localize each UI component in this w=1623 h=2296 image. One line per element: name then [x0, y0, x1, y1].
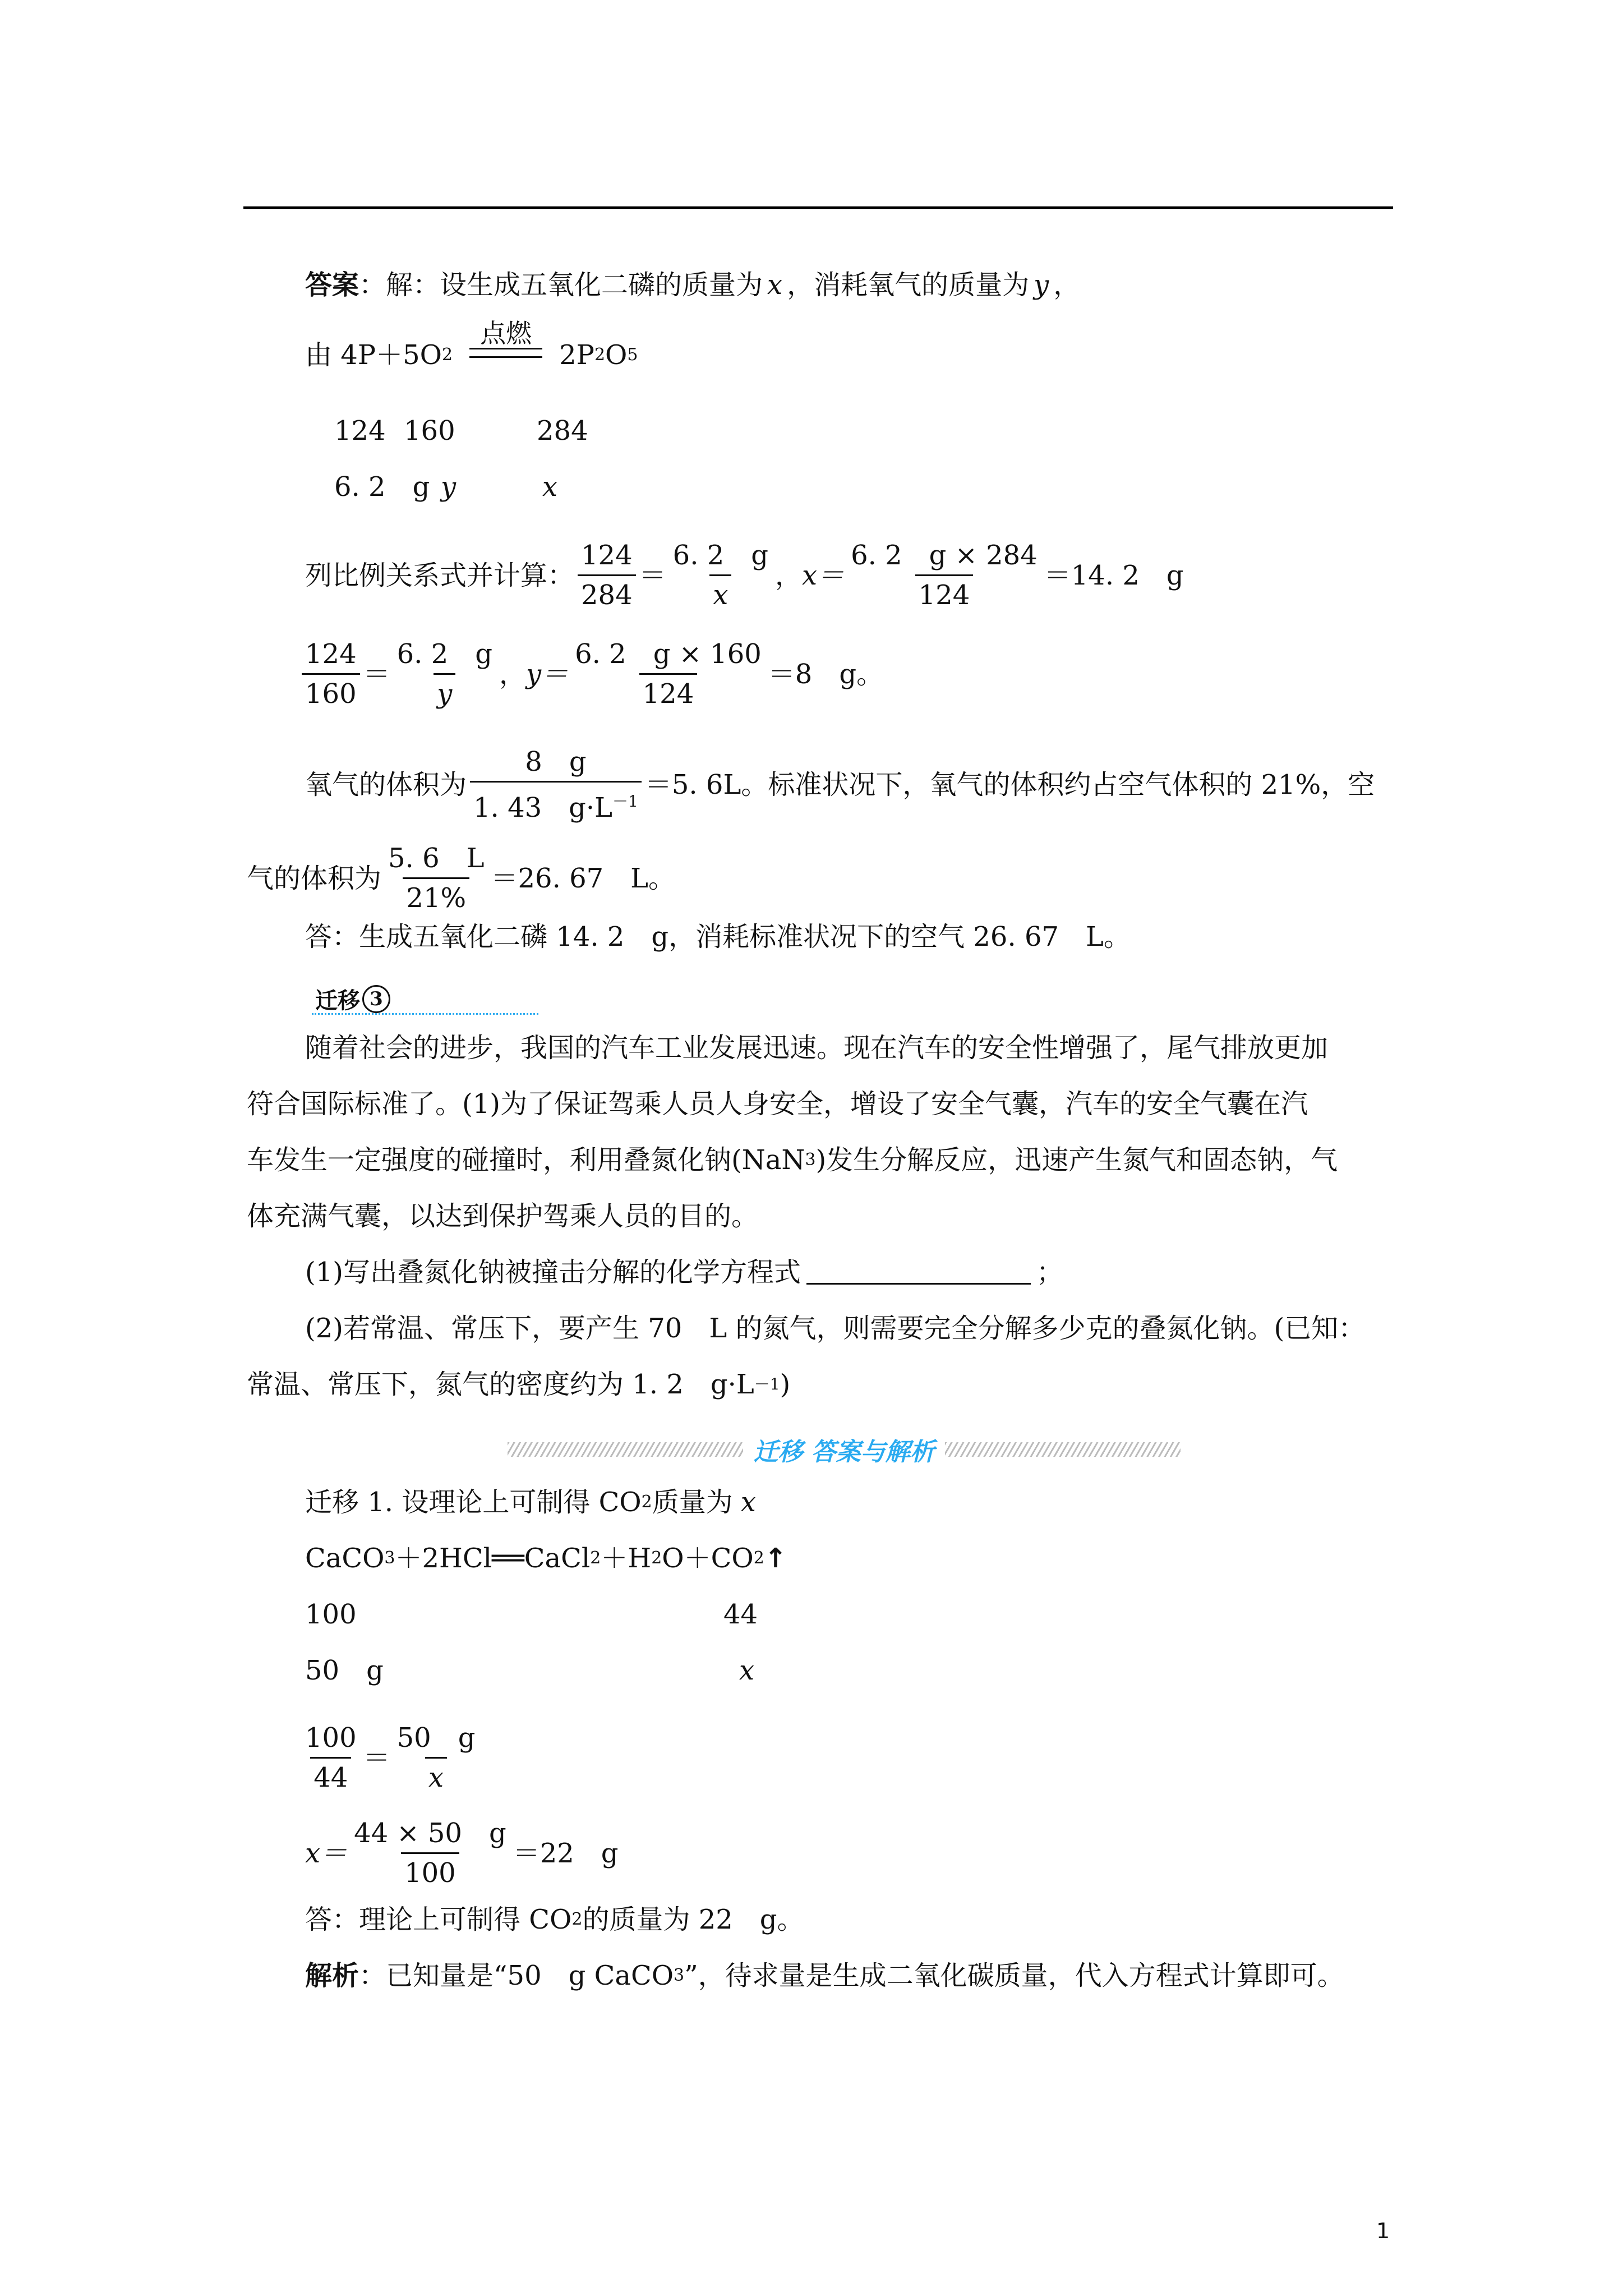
fraction: $\frac{6. 2 g \times 160}{124}$	[575, 638, 762, 710]
proportion-y: $\frac{124}{160}$ ＝ $\frac{6. 2 g}{y}$ ， y＝ $\frac{6. 2 g \times 160}{124}$ ＝8 g。	[298, 638, 883, 710]
calcium-carbonate-equation: CaCO 3 ＋2HCl══CaCl 2 ＋H 2 O＋CO 2 ↑	[305, 1543, 787, 1574]
solution-1-answer: 答：理论上可制得 CO 2 的质量为 22 g。	[305, 1904, 804, 1935]
proportion-x: 列比例关系式并计算： $\frac{124}{284}$ ＝ $\frac{6. 2 g}{x}$ ， x＝ $\frac{6. 2 g \times 284}{124}$ ＝14. 2 g	[305, 540, 1184, 611]
phosphorus-equation: 由 4P＋5O 2 点燃 2P 2 O 5	[305, 318, 638, 371]
mass-value: 124	[334, 415, 386, 447]
analysis: 解析 ：已知量是“50 g CaCO 3 ”，待求量是生成二氧化碳质量，代入方程式计算即可。	[305, 1960, 1344, 1991]
fraction: $\frac{8 g}{1. 43 g\cdot L^{-1}}$	[470, 746, 642, 823]
x-calculation: x＝ $\frac{44 \times 50 g}{100}$ ＝22 g	[305, 1818, 619, 1889]
question-2: (2)若常温、常压下，要产生 70 L 的氮气，则需要完全分解多少克的叠氮化钠。(已知：	[305, 1313, 1366, 1344]
banner-title: 迁移 答案与解析	[753, 1438, 935, 1466]
fraction: $\frac{124}{160}$	[302, 638, 360, 710]
air-volume: 气的体积为 $\frac{5. 6 L}{21\%}$ ＝26. 67 L。	[247, 843, 676, 914]
fraction: $\frac{50 g}{x}$	[396, 1722, 476, 1793]
fraction: $\frac{6. 2 g \times 284}{124}$	[851, 540, 1038, 611]
fraction: $\frac{6. 2 g}{y}$	[396, 638, 492, 710]
answer-conclusion: 答：生成五氧化二磷 14. 2 g，消耗标准状况下的空气 26. 67 L。	[305, 921, 1131, 953]
fraction: $\frac{100}{44}$	[305, 1722, 357, 1793]
mass-value: 160	[404, 415, 455, 447]
paragraph-line: 车发生一定强度的碰撞时，利用叠氮化钠(NaN 3 )发生分解反应，迅速产生氮气和固态钠，气	[247, 1144, 1338, 1176]
question-2-cont: 常温、常压下，氮气的密度约为 1. 2 g·L －1 )	[247, 1369, 791, 1400]
oxygen-volume: 氧气的体积为 $\frac{8 g}{1. 43 g\cdot L^{-1}}$ ＝5. 6L。标准状况下，氧气的体积约占空气体积的 21%，空	[305, 746, 1375, 823]
given-value: x	[542, 471, 558, 503]
answers-banner	[508, 1433, 1181, 1466]
header-rule	[243, 206, 1393, 209]
analysis-label: 解析	[305, 1960, 359, 1991]
fraction: $\frac{124}{284}$	[578, 540, 636, 611]
paragraph-line: 符合国际标准了。(1)为了保证驾乘人员人身安全，增设了安全气囊，汽车的安全气囊在汽	[247, 1088, 1308, 1120]
question-1: (1)写出叠氮化钠被撞击分解的化学方程式 ；	[305, 1257, 1064, 1288]
given-value: y	[441, 471, 457, 503]
paragraph-line: 随着社会的进步，我国的汽车工业发展迅速。现在汽车的安全性增强了，尾气排放更加	[305, 1032, 1329, 1064]
answer-intro: 答案 ：解：设生成五氧化二磷的质量为 x ，消耗氧气的质量为 y ，	[305, 269, 1081, 301]
given-value: x	[739, 1655, 755, 1686]
fraction: $\frac{5. 6 L}{21\%}$	[388, 843, 485, 914]
reaction-condition: 点燃	[469, 319, 542, 358]
solution-1-intro: 迁移 1. 设理论上可制得 CO 2 质量为 x	[305, 1487, 756, 1518]
mass-value: 100	[305, 1599, 357, 1630]
mass-value: 284	[537, 415, 588, 447]
given-value: 50 g	[305, 1655, 384, 1686]
mass-value: 44	[723, 1599, 758, 1630]
migration-3-header: 迁移 3	[315, 983, 390, 1015]
given-value: 6. 2 g	[334, 471, 430, 503]
circled-number-3: 3	[362, 985, 390, 1013]
gas-arrow-icon: ↑	[764, 1543, 787, 1574]
proportion: $\frac{100}{44}$ ＝ $\frac{50 g}{x}$	[298, 1722, 482, 1793]
paragraph-line: 体充满气囊，以达到保护驾乘人员的目的。	[247, 1200, 759, 1232]
answer-blank[interactable]	[806, 1260, 1031, 1285]
page-number: 1	[1376, 2219, 1390, 2243]
dotted-underline	[312, 1013, 538, 1015]
answer-label: 答案	[305, 269, 359, 301]
fraction: $\frac{44 \times 50 g}{100}$	[354, 1818, 506, 1889]
fraction: $\frac{6. 2 g}{x}$	[672, 540, 768, 611]
